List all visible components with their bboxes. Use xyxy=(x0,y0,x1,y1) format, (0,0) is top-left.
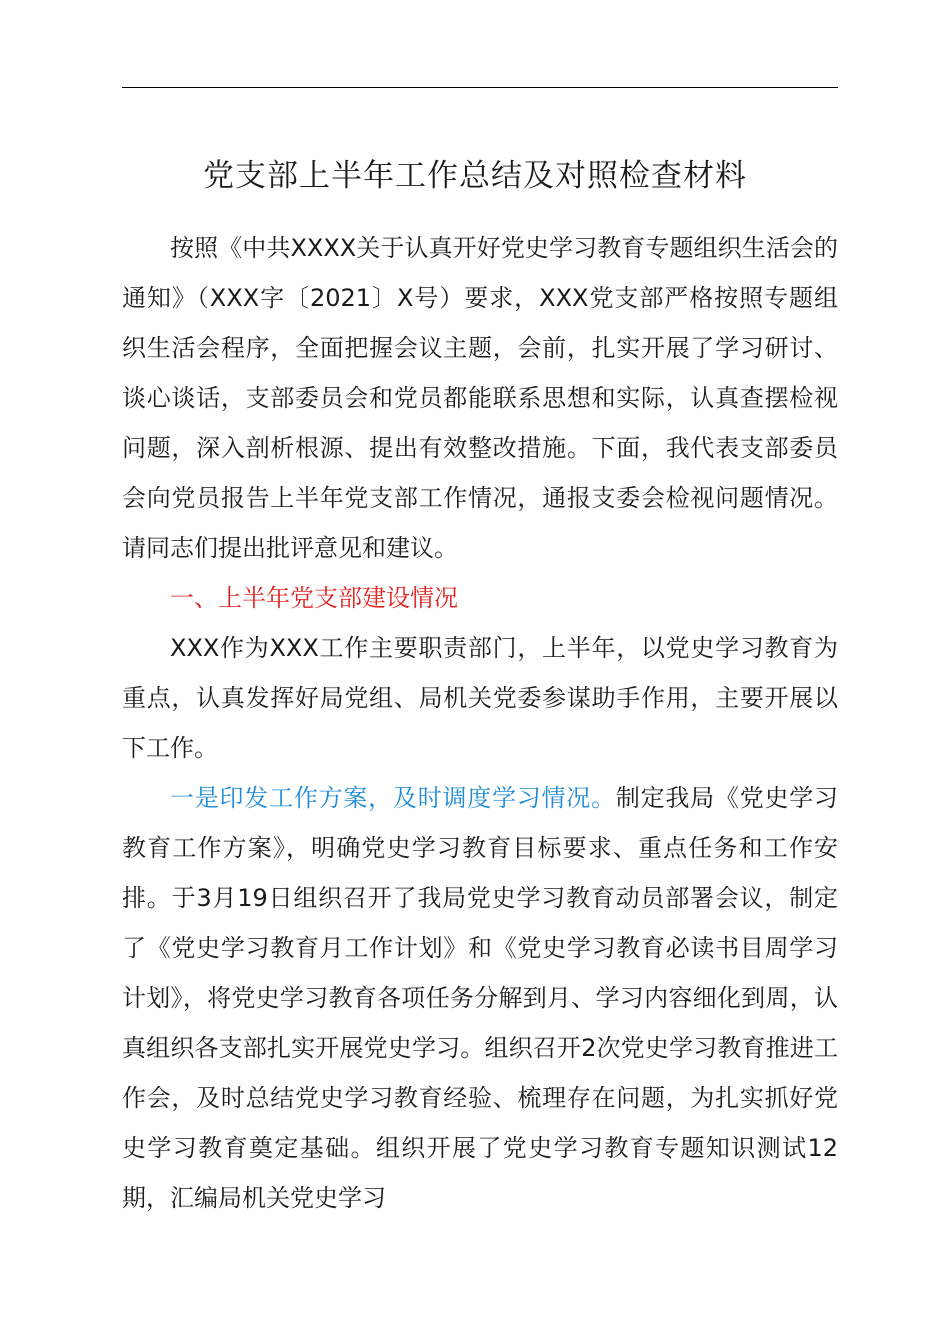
point-heading: 一是印发工作方案，及时调度学习情况。 xyxy=(170,784,616,812)
document-title: 党支部上半年工作总结及对照检查材料 xyxy=(203,158,747,194)
section-intro-paragraph: XXX作为XXX工作主要职责部门，上半年，以党史学习教育为重点，认真发挥好局党组、局机关党委参谋助手作用，主要开展以下工作。 xyxy=(122,634,838,762)
point-body: 制定我局《党史学习教育工作方案》，明确党史学习教育目标要求、重点任务和工作安排。于3月19日组织召开了我局党史学习教育动员部署会议，制定了《党史学习教育月工作计划》和《党史学习教育必读书目周学习计划》，将党史学习教育各项任务分解到月、学习内容细化到周，认真组织各支部扎实开展党史学习。组织召开2次党史学习教育推进工作会，及时总结党史学习教育经验、梳理存在问题，为扎实抓好党史学习教育奠定基础。组织开展了党史学习教育专题知识测试12期，汇编局机关党史学习 xyxy=(122,784,839,1212)
intro-paragraph: 按照《中共XXXX关于认真开好党史学习教育专题组织生活会的通知》（XXX字〔2021〕X号）要求，XXX党支部严格按照专题组织生活会程序，全面把握会议主题，会前，扎实开展了学习研讨、谈心谈话，支部委员会和党员都能联系思想和实际，认真查摆检视问题，深入剖析根源、提出有效整改措施。下面，我代表支部委员会向党员报告上半年党支部工作情况，通报支委会检视问题情况。请同志们提出批评意见和建议。 xyxy=(122,234,838,562)
point-paragraph xyxy=(122,773,838,1223)
document-body xyxy=(122,223,838,1223)
section-heading: 一、上半年党支部建设情况 xyxy=(170,584,458,612)
top-rule xyxy=(122,87,838,88)
